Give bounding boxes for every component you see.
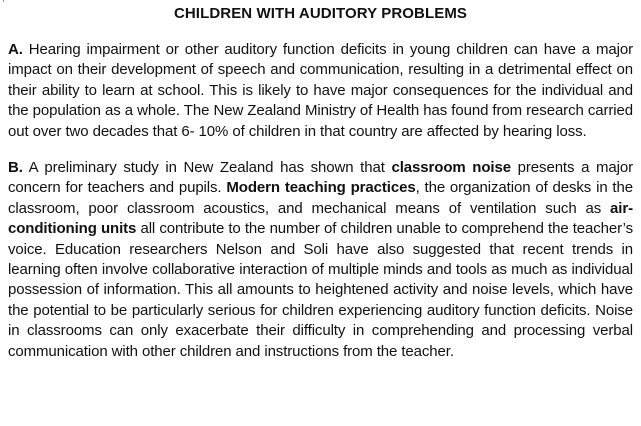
paragraph-b-label: B. (8, 159, 23, 177)
paragraph-b-text-2: presents a major concern for teachers and pupils. (8, 159, 634, 197)
paragraph-b-text-4: all contribute to the number of children unable to comprehend the teacher’s voice. Education researchers Nelson and Soli have also suggested that recent trends in learning often involve collaborative interaction of multiple minds and tools as much as individual possession of information. This all amounts to heightened activity and noise levels, which have the potential to be particularly serious for children experiencing auditory function deficits. Noise in classrooms can only exacerbate their difficulty in comprehending and processing verbal communication with other children and instructions from the teacher. (8, 220, 633, 360)
paragraph-a-label: A. (8, 41, 23, 58)
document-title: CHILDREN WITH AUDITORY PROBLEMS (173, 5, 468, 22)
paragraph-b-bold-modern-teaching: Modern teaching practices (226, 179, 416, 197)
paragraph-a-text: Hearing impairment or other auditory function deficits in young children can have a major impact on their development of speech and communication, resulting in a detrimental effect on their ability to learn at school. This is likely to have major consequences for the individual and the population as a whole. The New Zealand Ministry of Health has found from research carried out over two decades that 6- 10% of children in that country are affected by hearing loss. (8, 41, 633, 140)
paragraph-b (8, 158, 633, 362)
paragraph-b-text-1: A preliminary study in New Zealand has shown that (28, 159, 385, 177)
paragraph-b-bold-classroom-noise: classroom noise (391, 159, 511, 177)
paragraph-b-bold-air-conditioning: air-conditioning units (8, 199, 633, 238)
paragraph-a (8, 40, 633, 142)
paragraph-b-text-3: , the organization of desks in the classroom, poor classroom acoustics, and mechanical means of ventilation such as (8, 179, 633, 217)
